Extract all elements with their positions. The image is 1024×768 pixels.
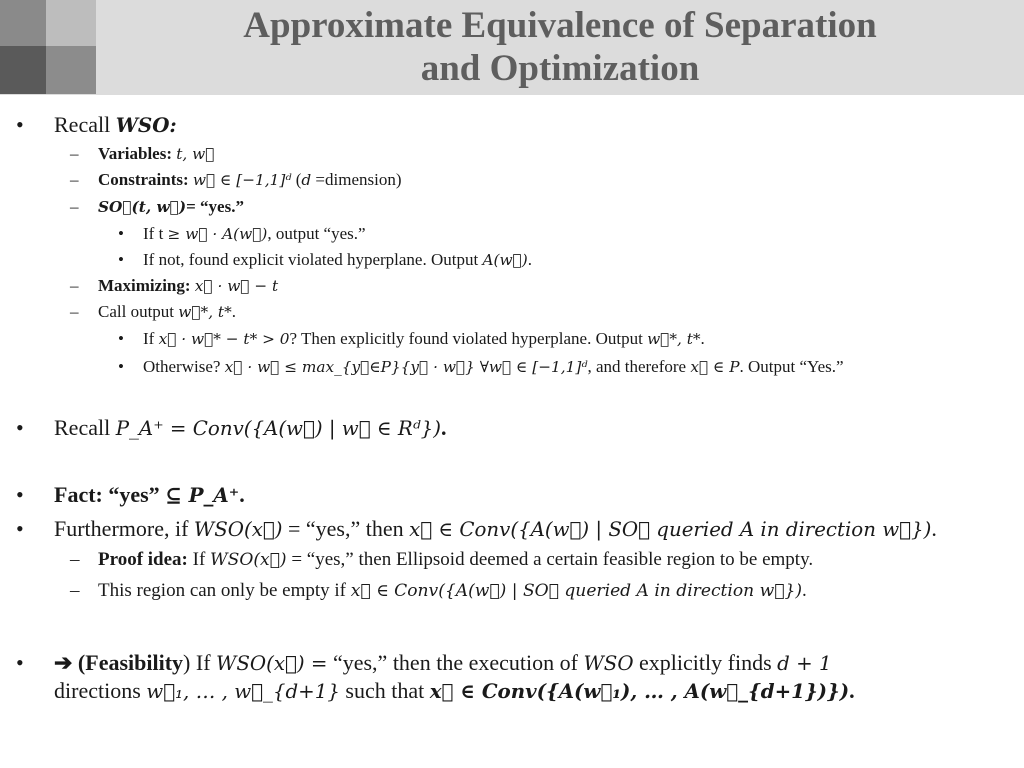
- sub-maximizing: [70, 276, 278, 296]
- math: ⊆ P_A⁺: [165, 483, 240, 507]
- label: Variables:: [98, 144, 172, 163]
- math: WSO(x⃗): [210, 550, 287, 570]
- bullet-recall-pa: [16, 415, 446, 441]
- sub-variables: [70, 144, 214, 164]
- text: Recall: [54, 415, 116, 440]
- sub-constraints: [70, 170, 402, 190]
- dash-mark: –: [70, 276, 79, 295]
- label: Fact: “yes”: [54, 482, 166, 507]
- math: WSO(x⃗) =: [216, 652, 328, 675]
- dash-mark: –: [70, 170, 79, 189]
- sub-sub-so-yes: [118, 224, 366, 244]
- text: =dimension): [311, 170, 402, 189]
- text: ) If: [183, 650, 217, 675]
- text: , output “yes.”: [267, 224, 366, 243]
- text: , and therefore: [587, 357, 691, 376]
- math: ≥ w⃗ · A(w⃗): [167, 225, 268, 243]
- bullet-mark: •: [16, 516, 24, 541]
- sub-proof-idea: [70, 549, 813, 571]
- bullet-feasibility-line2: [54, 678, 855, 704]
- bullet-mark: •: [118, 250, 124, 269]
- math: x⃗ ∈ Conv({A(w⃗) | SO⃗ queried A in direction w⃗}): [409, 518, 932, 541]
- sub-region: [70, 580, 807, 602]
- math: d: [301, 171, 312, 189]
- title-line-2: and Optimization: [420, 48, 700, 89]
- bullet-recall-wso: [16, 112, 177, 138]
- text: If: [143, 329, 159, 348]
- text: Furthermore, if: [54, 516, 194, 541]
- text: such that: [339, 678, 430, 703]
- text: directions: [54, 678, 147, 703]
- label: Constraints:: [98, 170, 189, 189]
- text: = “yes,” then: [282, 516, 410, 541]
- bullet-mark: •: [16, 415, 24, 440]
- text: If t: [143, 224, 168, 243]
- bullet-mark: •: [16, 112, 24, 137]
- math: x⃗ · w⃗ − t: [194, 277, 279, 295]
- math: A(w⃗): [482, 251, 528, 269]
- text: .: [849, 678, 855, 703]
- text: .: [440, 415, 447, 440]
- math: WSO:: [115, 113, 177, 137]
- text: .: [802, 580, 807, 601]
- text: .: [527, 250, 532, 269]
- bullet-mark: •: [16, 482, 24, 507]
- text: = “yes.”: [186, 197, 244, 216]
- math: t, w⃗: [176, 145, 215, 163]
- sub-sub-call-otherwise: [118, 357, 844, 377]
- text: .: [931, 516, 937, 541]
- text: . Output “Yes.”: [739, 357, 844, 376]
- text: = “yes,” then Ellipsoid deemed a certain feasible region to be empty.: [286, 549, 814, 570]
- sub-sub-so-no: [118, 250, 532, 270]
- text: .: [239, 482, 245, 507]
- math: x⃗ ∈ Conv({A(w⃗₁), … , A(w⃗_{d+1})}): [429, 679, 850, 703]
- sub-so: [70, 197, 244, 217]
- text: This region can only be empty if: [98, 580, 351, 601]
- math: x⃗ ∈ Conv({A(w⃗) | SO⃗ queried A in direction w⃗}): [350, 581, 803, 601]
- math: WSO(x⃗): [193, 518, 283, 541]
- math: x⃗ ∈ P: [690, 358, 740, 376]
- label: Feasibility: [85, 650, 184, 675]
- sub-call-output: [70, 302, 236, 322]
- bullet-furthermore: [16, 516, 937, 542]
- text: Otherwise?: [143, 357, 225, 376]
- math: w⃗*, t*: [647, 330, 701, 348]
- title-line-1: Approximate Equivalence of Separation: [243, 5, 877, 46]
- text: If: [187, 549, 211, 570]
- dash-mark: –: [70, 580, 80, 601]
- bullet-mark: •: [118, 329, 124, 348]
- math: WSO: [583, 652, 634, 675]
- bullet-feasibility: [16, 650, 832, 676]
- text: .: [231, 302, 236, 321]
- text: .: [700, 329, 705, 348]
- arrow-icon: ➔ (: [54, 650, 86, 675]
- dash-mark: –: [70, 144, 79, 163]
- dash-mark: –: [70, 302, 79, 321]
- math: SO⃗(t, w⃗): [98, 198, 187, 216]
- math: x⃗ · w⃗* − t* > 0: [158, 330, 290, 348]
- sub-sub-call-positive: [118, 329, 705, 349]
- label: Proof idea:: [98, 549, 188, 570]
- text: Recall: [54, 112, 116, 137]
- math: d + 1: [777, 652, 832, 675]
- math: w⃗₁, … , w⃗_{d+1}: [146, 680, 340, 703]
- bullet-mark: •: [118, 357, 124, 376]
- math: P_A⁺ = Conv({A(w⃗) | w⃗ ∈ Rᵈ}): [115, 417, 441, 440]
- bullet-fact: [16, 482, 245, 508]
- math: w⃗ ∈ [−1,1]ᵈ: [192, 171, 292, 189]
- text: explicitly finds: [633, 650, 778, 675]
- text: If not, found explicit violated hyperplane. Output: [143, 250, 483, 269]
- text: Call output: [98, 302, 179, 321]
- math: x⃗ · w⃗ ≤ max_{y⃗∈P}{y⃗ · w⃗} ∀w⃗ ∈ [−1,1]ᵈ: [224, 358, 588, 376]
- dash-mark: –: [70, 549, 80, 570]
- bullet-mark: •: [16, 650, 24, 675]
- bullet-mark: •: [118, 224, 124, 243]
- dash-mark: –: [70, 197, 79, 216]
- text: ? Then explicitly found violated hyperplane. Output: [289, 329, 648, 348]
- math: w⃗*, t*: [178, 303, 232, 321]
- label: Maximizing:: [98, 276, 191, 295]
- text: “yes,” then the execution of: [327, 650, 584, 675]
- text: (: [291, 170, 302, 189]
